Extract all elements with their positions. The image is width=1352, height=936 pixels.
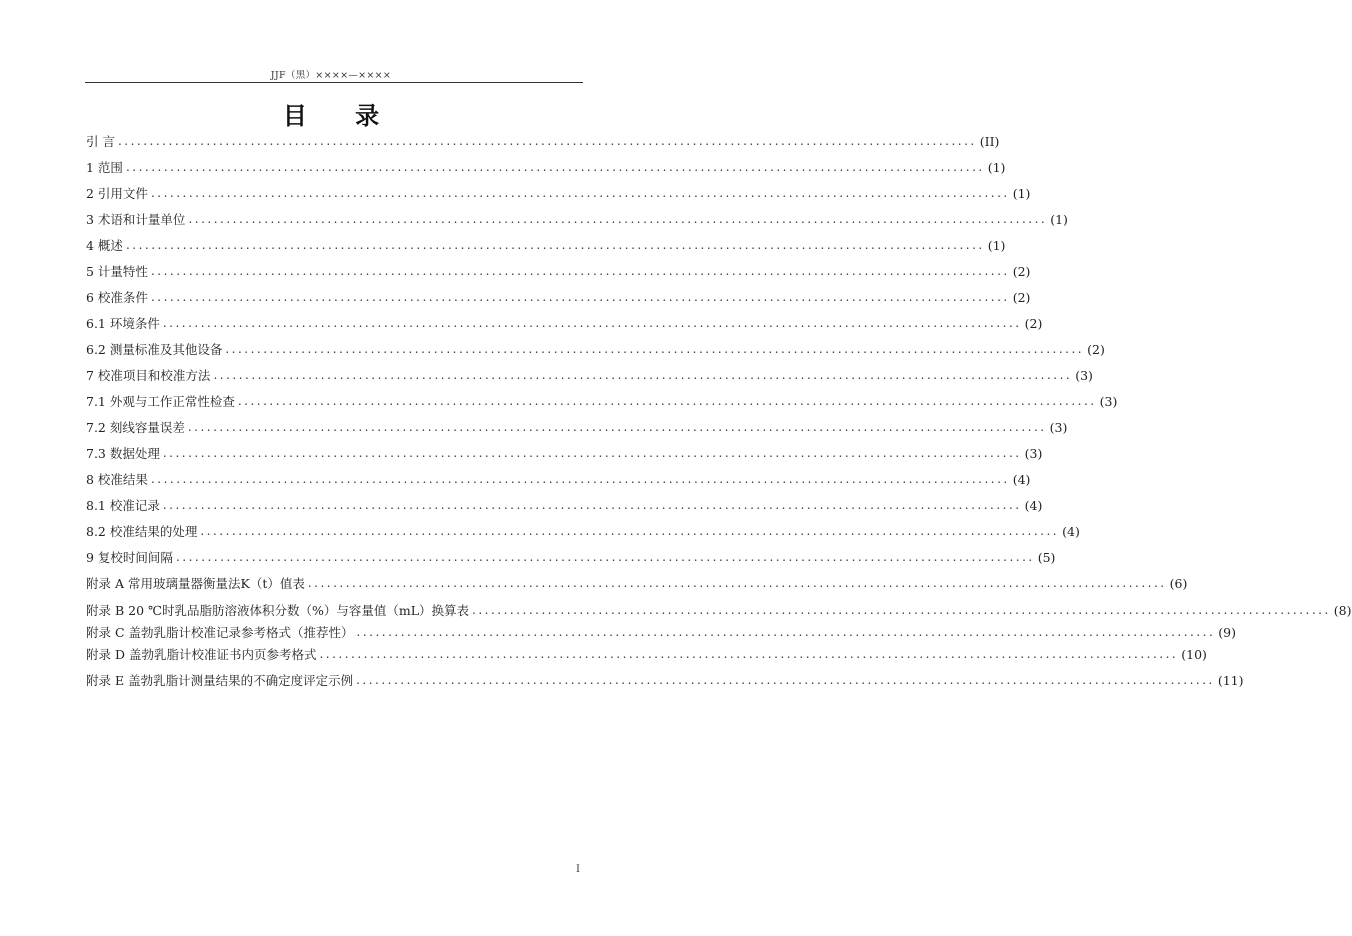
toc-entry[interactable] bbox=[86, 601, 1352, 619]
toc-entry-label: 附录 D 盖勃乳脂计校准证书内页参考格式 bbox=[86, 647, 317, 662]
toc-entry-page: (2) bbox=[1012, 289, 1031, 305]
document-header-code: JJF（黑）××××—×××× bbox=[270, 70, 392, 81]
toc-entry[interactable] bbox=[86, 392, 1118, 410]
toc-entry[interactable] bbox=[86, 645, 1207, 663]
toc-leader-dots: ........................................................................................................................................ bbox=[125, 238, 985, 252]
toc-entry[interactable] bbox=[86, 158, 1006, 176]
toc-entry-page: (4) bbox=[1012, 471, 1031, 487]
page-number: I bbox=[576, 864, 580, 875]
toc-leader-dots: ........................................................................................................................................ bbox=[225, 342, 1085, 356]
toc-leader-dots: ........................................................................................................................................ bbox=[162, 446, 1022, 460]
toc-leader-dots: ........................................................................................................................................ bbox=[356, 625, 1216, 639]
toc-entry-page: (8) bbox=[1333, 602, 1352, 618]
toc-entry[interactable] bbox=[86, 262, 1031, 280]
toc-entry-page: (3) bbox=[1099, 393, 1118, 409]
toc-leader-dots: ........................................................................................................................................ bbox=[150, 186, 1010, 200]
toc-entry-label: 8.2 校准结果的处理 bbox=[86, 524, 198, 539]
toc-entry-label: 4 概述 bbox=[86, 238, 123, 253]
toc-entry-label: 9 复校时间间隔 bbox=[86, 550, 173, 565]
toc-entry-label: 7.3 数据处理 bbox=[86, 446, 160, 461]
toc-entry-label: 8.1 校准记录 bbox=[86, 498, 160, 513]
toc-entry-label: 6 校准条件 bbox=[86, 290, 148, 305]
toc-leader-dots: ........................................................................................................................................ bbox=[150, 472, 1010, 486]
toc-leader-dots: ........................................................................................................................................ bbox=[472, 603, 1331, 617]
toc-entry-label: 附录 B 20 ℃时乳品脂肪溶液体积分数（%）与容量值（mL）换算表 bbox=[86, 603, 470, 618]
toc-entry-page: (II) bbox=[979, 133, 1000, 149]
toc-entry-label: 附录 A 常用玻璃量器衡量法K（t）值表 bbox=[86, 576, 305, 591]
toc-entry-label: 2 引用文件 bbox=[86, 186, 148, 201]
toc-entry-label: 6.1 环境条件 bbox=[86, 316, 160, 331]
toc-entry-page: (1) bbox=[987, 237, 1006, 253]
toc-entry-page: (6) bbox=[1169, 575, 1188, 591]
toc-entry[interactable] bbox=[86, 444, 1043, 462]
toc-leader-dots: ........................................................................................................................................ bbox=[237, 394, 1097, 408]
toc-entry[interactable] bbox=[86, 288, 1031, 306]
toc-entry-page: (4) bbox=[1024, 497, 1043, 513]
toc-entry[interactable] bbox=[86, 184, 1031, 202]
toc-entry[interactable] bbox=[86, 366, 1093, 384]
toc-entry-page: (11) bbox=[1217, 672, 1244, 688]
toc-entry-label: 7.1 外观与工作正常性检查 bbox=[86, 394, 235, 409]
toc-entry-page: (3) bbox=[1049, 419, 1068, 435]
toc-entry-page: (4) bbox=[1062, 523, 1080, 539]
toc-leader-dots: ........................................................................................................................................ bbox=[150, 290, 1010, 304]
toc-entry[interactable] bbox=[86, 548, 1056, 566]
toc-entry-page: (2) bbox=[1087, 341, 1105, 357]
toc-leader-dots: ........................................................................................................................................ bbox=[213, 368, 1073, 382]
toc-entry-label: 5 计量特性 bbox=[86, 264, 148, 279]
toc-entry-page: (5) bbox=[1037, 549, 1056, 565]
toc-entry[interactable] bbox=[86, 522, 1080, 540]
toc-leader-dots: ........................................................................................................................................ bbox=[150, 264, 1010, 278]
toc-entry[interactable] bbox=[86, 132, 1000, 150]
toc-entry-label: 1 范围 bbox=[86, 160, 123, 175]
toc-entry[interactable] bbox=[86, 418, 1068, 436]
toc-entry-label: 3 术语和计量单位 bbox=[86, 212, 186, 227]
toc-leader-dots: ........................................................................................................................................ bbox=[356, 673, 1215, 687]
toc-entry[interactable] bbox=[86, 623, 1236, 641]
toc-entry-page: (10) bbox=[1181, 646, 1207, 662]
toc-entry-page: (3) bbox=[1024, 445, 1043, 461]
toc-entry-label: 引 言 bbox=[86, 134, 115, 149]
toc-leader-dots: ........................................................................................................................................ bbox=[117, 134, 977, 148]
toc-entry[interactable] bbox=[86, 210, 1068, 228]
toc-leader-dots: ........................................................................................................................................ bbox=[162, 316, 1022, 330]
toc-leader-dots: ........................................................................................................................................ bbox=[319, 647, 1179, 661]
toc-leader-dots: ........................................................................................................................................ bbox=[307, 576, 1167, 590]
toc-entry-page: (3) bbox=[1075, 367, 1093, 383]
toc-entry[interactable] bbox=[86, 314, 1043, 332]
toc-entry[interactable] bbox=[86, 340, 1105, 358]
toc-leader-dots: ........................................................................................................................................ bbox=[187, 420, 1047, 434]
toc-entry[interactable] bbox=[86, 470, 1031, 488]
header-rule bbox=[85, 82, 583, 83]
toc-leader-dots: ........................................................................................................................................ bbox=[188, 212, 1048, 226]
toc-entry[interactable] bbox=[86, 671, 1244, 689]
toc-entry-label: 附录 E 盖勃乳脂计测量结果的不确定度评定示例 bbox=[86, 673, 354, 688]
toc-entry-page: (9) bbox=[1218, 624, 1236, 640]
page-title: 目 录 bbox=[282, 101, 400, 130]
toc-entry-label: 8 校准结果 bbox=[86, 472, 148, 487]
toc-entry-label: 6.2 测量标准及其他设备 bbox=[86, 342, 223, 357]
toc-entry[interactable] bbox=[86, 236, 1006, 254]
toc-entry-page: (1) bbox=[1012, 185, 1031, 201]
toc-entry-page: (2) bbox=[1012, 263, 1031, 279]
toc-entry-label: 7 校准项目和校准方法 bbox=[86, 368, 211, 383]
toc-entry[interactable] bbox=[86, 574, 1188, 592]
toc-leader-dots: ........................................................................................................................................ bbox=[125, 160, 985, 174]
toc-entry-label: 7.2 刻线容量误差 bbox=[86, 420, 185, 435]
toc-entry-page: (2) bbox=[1024, 315, 1043, 331]
toc-leader-dots: ........................................................................................................................................ bbox=[175, 550, 1035, 564]
toc-entry-page: (1) bbox=[987, 159, 1006, 175]
toc-entry[interactable] bbox=[86, 496, 1043, 514]
toc-entry-label: 附录 C 盖勃乳脂计校准记录参考格式（推荐性） bbox=[86, 625, 354, 640]
toc-leader-dots: ........................................................................................................................................ bbox=[200, 524, 1060, 538]
toc-leader-dots: ........................................................................................................................................ bbox=[162, 498, 1022, 512]
toc-entry-page: (1) bbox=[1050, 211, 1068, 227]
